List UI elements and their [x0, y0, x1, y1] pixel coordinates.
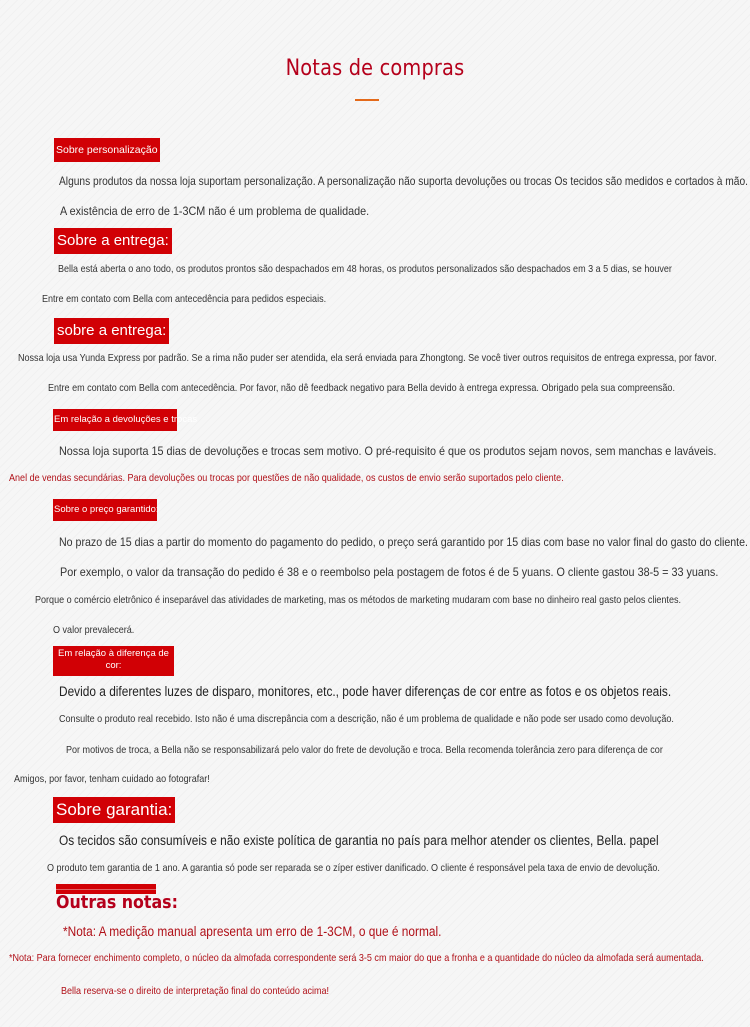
- color-line: Por motivos de troca, a Bella não se responsabilizará pelo valor do frete de devolução e troca. Bella recomenda tolerância zero para diferença de cor: [66, 744, 663, 756]
- page-title: Notas de compras: [285, 56, 465, 81]
- customization-line: Alguns produtos da nossa loja suportam personalização. A personalização não suporta devoluções ou trocas Os tecidos são medidos e cortados à mão.: [59, 174, 748, 188]
- section-tag-shipping: sobre a entrega:: [54, 318, 169, 344]
- shipping-line: Nossa loja usa Yunda Express por padrão. Se a rima não puder ser atendida, ela será enviada para Zhongtong. Se você tiver outros requisitos de entrega expressa, por favor.: [18, 352, 717, 364]
- shipping-line: Entre em contato com Bella com antecedência. Por favor, não dê feedback negativo para Bella devido à entrega expressa. Obrigado pela sua compreensão.: [48, 382, 675, 394]
- returns-line: Nossa loja suporta 15 dias de devoluções e trocas sem motivo. O pré-requisito é que os produtos sejam novos, sem manchas e laváveis.: [59, 444, 717, 458]
- price-line: O valor prevalecerá.: [53, 624, 135, 636]
- color-line: Consulte o produto real recebido. Isto não é uma discrepância com a descrição, não é um problema de qualidade e não pode ser usado como devolução.: [59, 713, 674, 725]
- section-tag-warranty: Sobre garantia:: [53, 797, 175, 823]
- price-line: Porque o comércio eletrônico é inseparável das atividades de marketing, mas os métodos de marketing mudaram com base no dinheiro real gasto pelos clientes.: [35, 594, 681, 606]
- other-note-line: Bella reserva-se o direito de interpretação final do conteúdo acima!: [61, 985, 330, 997]
- warranty-line: O produto tem garantia de 1 ano. A garantia só pode ser reparada se o zíper estiver danificado. O cliente é responsável pela taxa de envio de devolução.: [47, 862, 660, 874]
- section-tag-price: Sobre o preço garantido:: [53, 499, 157, 521]
- title-divider: [355, 99, 379, 101]
- other-notes-heading: Outras notas:: [56, 892, 178, 913]
- color-line: Devido a diferentes luzes de disparo, monitores, etc., pode haver diferenças de cor entre as fotos e os objetos reais.: [59, 684, 672, 699]
- other-note-line: *Nota: A medição manual apresenta um erro de 1-3CM, o que é normal.: [63, 924, 442, 939]
- other-note-line: *Nota: Para fornecer enchimento completo, o núcleo da almofada correspondente será 3-5 cm maior do que a fronha e a quantidade do núcleo da almofada será aumentada.: [9, 952, 704, 964]
- section-tag-color: Em relação à diferença de cor:: [53, 646, 174, 676]
- section-tag-customization: Sobre personalização: [54, 138, 160, 162]
- section-tag-delivery: Sobre a entrega:: [54, 228, 172, 254]
- returns-line: Anel de vendas secundárias. Para devoluções ou trocas por questões de não qualidade, os custos de envio serão suportados pelo cliente.: [9, 472, 564, 484]
- price-line: No prazo de 15 dias a partir do momento do pagamento do pedido, o preço será garantido por 15 dias com base no valor final do gasto do cliente.: [59, 535, 748, 549]
- section-tag-returns: Em relação a devoluções e trocas: [53, 409, 177, 431]
- delivery-line: Entre em contato com Bella com antecedência para pedidos especiais.: [42, 293, 327, 305]
- color-line: Amigos, por favor, tenham cuidado ao fotografar!: [14, 773, 210, 785]
- warranty-line: Os tecidos são consumíveis e não existe política de garantia no país para melhor atender os clientes, Bella. papel: [59, 833, 659, 848]
- customization-line: A existência de erro de 1-3CM não é um problema de qualidade.: [60, 204, 370, 218]
- delivery-line: Bella está aberta o ano todo, os produtos prontos são despachados em 48 horas, os produtos personalizados são despachados em 3 a 5 dias, se houver: [58, 263, 672, 275]
- price-line: Por exemplo, o valor da transação do pedido é 38 e o reembolso pela postagem de fotos é de 5 yuans. O cliente gastou 38-5 = 33 yuans.: [60, 565, 719, 579]
